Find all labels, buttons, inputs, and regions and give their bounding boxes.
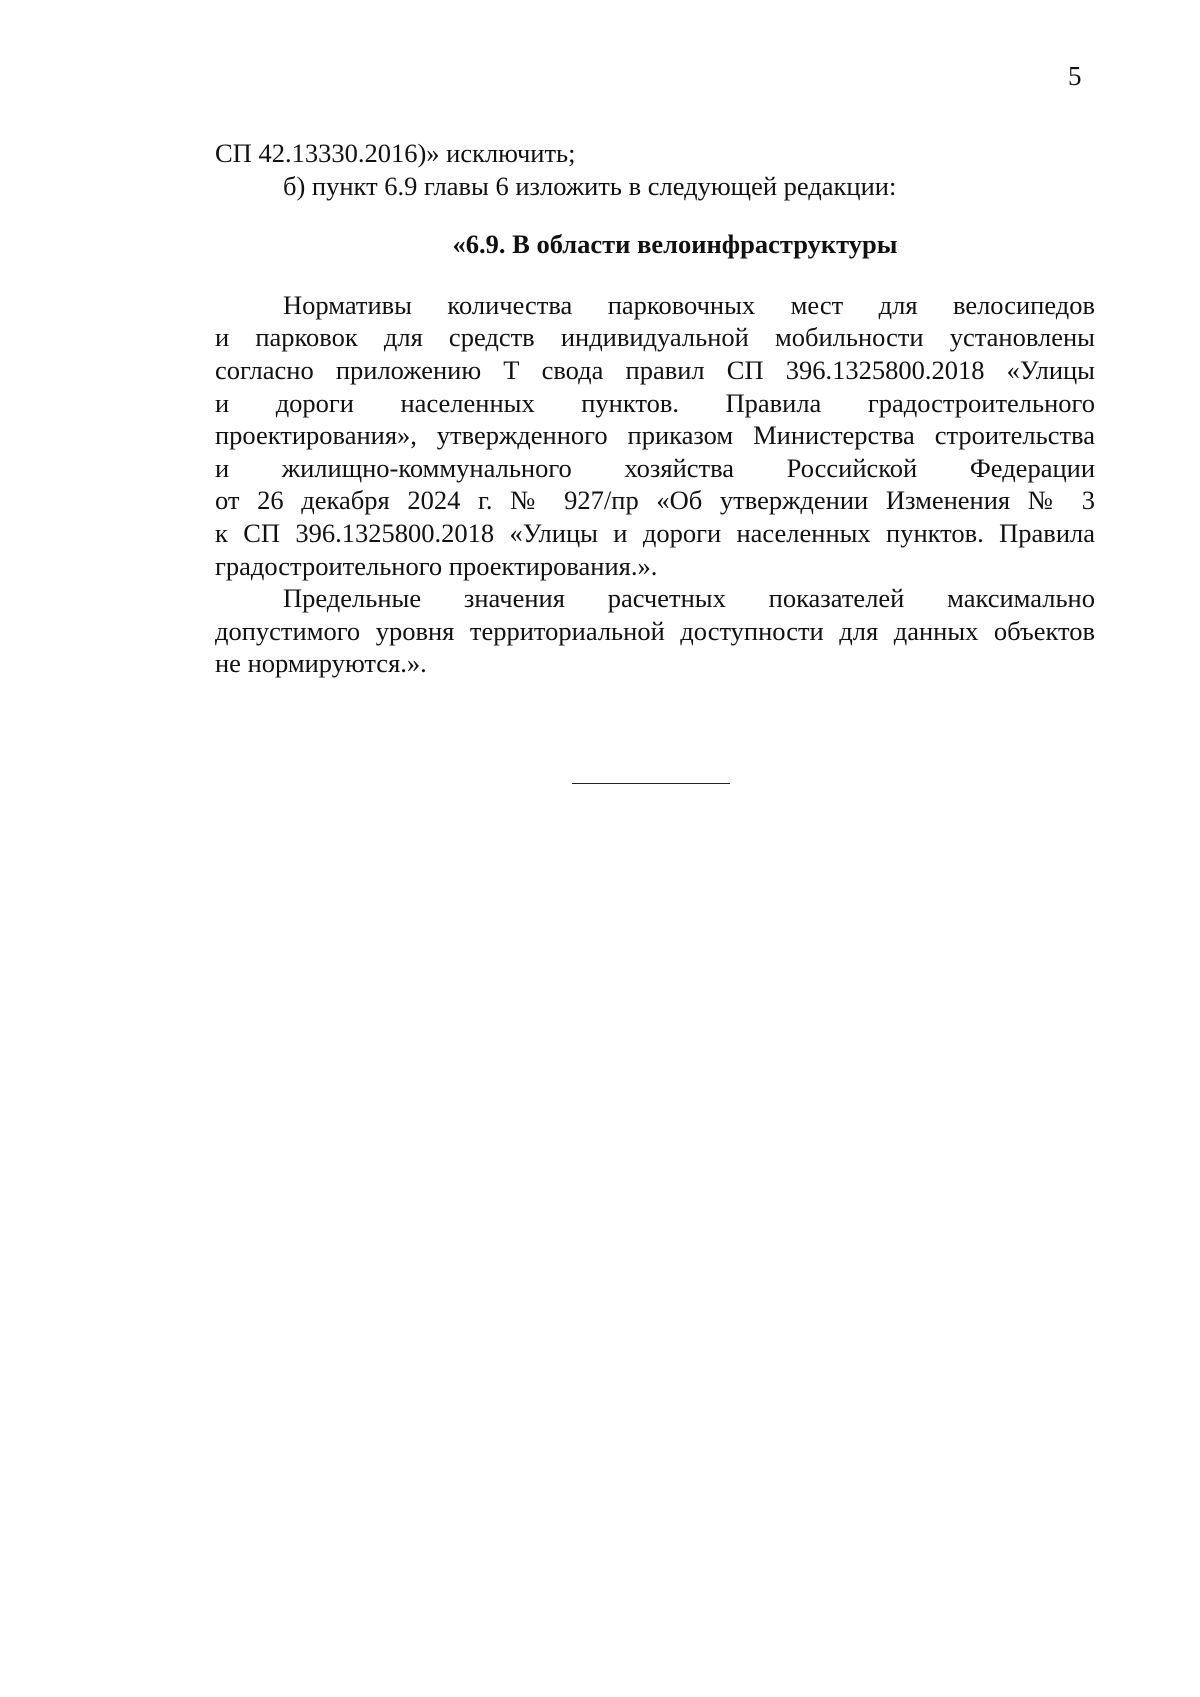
end-of-text-rule: [572, 783, 730, 784]
paragraph-line: согласно приложению Т свода правил СП 396.1325800.2018 «Улицы: [215, 354, 1095, 385]
document-body: [215, 137, 1095, 680]
paragraph-limits: [215, 582, 1095, 680]
paragraph-line: не нормируются.».: [215, 648, 427, 679]
page-number: 5: [1068, 61, 1082, 91]
paragraph-line: и парковок для средств индивидуальной мобильности установлены: [215, 322, 1095, 353]
paragraph-line: от 26 декабря 2024 г. № 927/пр «Об утверждении Изменения № 3: [215, 485, 1095, 516]
intro-line-1: СП 42.13330.2016)» исключить;: [215, 138, 576, 168]
paragraph-line: и жилищно-коммунального хозяйства Российской Федерации: [215, 452, 1095, 483]
intro-line-2: б) пункт 6.9 главы 6 изложить в следующей редакции:: [283, 170, 897, 201]
section-heading: «6.9. В области велоинфраструктуры: [452, 229, 898, 260]
paragraph-line: Предельные значения расчетных показателей максимально: [283, 583, 1095, 614]
paragraph-line: Нормативы количества парковочных мест для велосипедов: [283, 289, 1095, 320]
paragraph-line: к СП 396.1325800.2018 «Улицы и дороги населенных пунктов. Правила: [215, 517, 1095, 548]
paragraph-line: допустимого уровня территориальной доступности для данных объектов: [215, 615, 1095, 646]
paragraph-normatives: [215, 289, 1095, 582]
paragraph-line: и дороги населенных пунктов. Правила градостроительного: [215, 387, 1095, 418]
paragraph-line: проектирования», утвержденного приказом Министерства строительства: [215, 420, 1095, 451]
paragraph-line: градостроительного проектирования.».: [215, 550, 658, 581]
